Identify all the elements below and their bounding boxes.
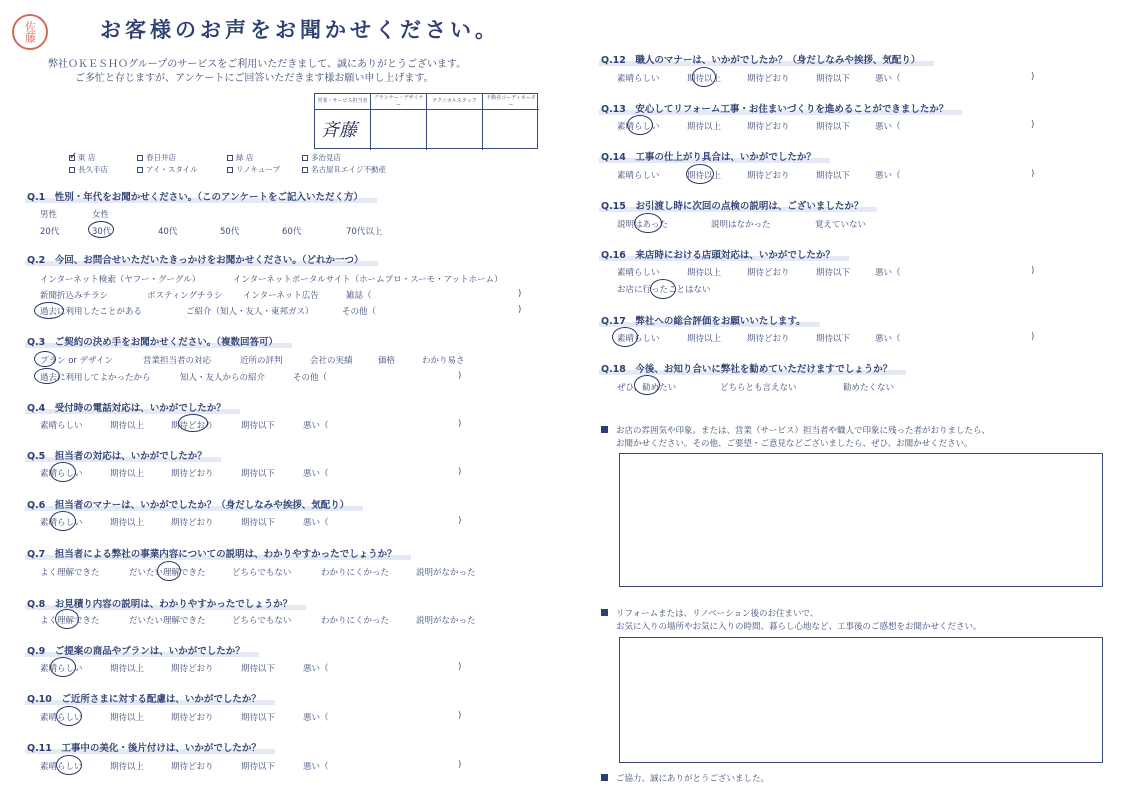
option[interactable]: 期待以下 xyxy=(816,171,851,181)
close-paren: ) xyxy=(518,289,522,299)
checkbox-icon xyxy=(302,167,308,173)
option[interactable]: 期待どおり xyxy=(747,334,790,344)
store-checkbox[interactable]: ✓ 東 店 xyxy=(69,151,96,162)
staff-header-sales: 営業・サービス担当者 xyxy=(315,94,371,110)
answer-circle-mark xyxy=(34,368,60,384)
option[interactable]: 素晴らしい xyxy=(40,713,83,723)
comment-prompt-1: お店の雰囲気や印象。または、営業（サービス）担当者や職人で印象に残った者がおりましたら、 お聞かせください。その他、ご要望・ご意見などございましたら、ぜひ、お聞かせください。 xyxy=(601,425,990,451)
option[interactable]: 勧めたくない xyxy=(843,383,895,393)
option[interactable]: わかりにくかった xyxy=(321,568,390,578)
close-paren: ) xyxy=(1031,332,1035,342)
option[interactable]: だいたい理解できた xyxy=(129,568,206,578)
option[interactable]: 悪い（ xyxy=(303,421,329,431)
option[interactable]: わかりにくかった xyxy=(321,616,390,626)
checkbox-icon: ✓ xyxy=(69,151,78,162)
store-checkbox[interactable]: 名古屋Ｒエイジ不動産 xyxy=(302,164,386,175)
option[interactable]: 期待以上 xyxy=(110,518,145,528)
option[interactable]: よく理解できた xyxy=(40,616,100,626)
answer-circle-mark xyxy=(88,221,114,238)
question-label: Q.10 ご近所さまに対する配慮は、いかがでしたか？ xyxy=(27,691,261,705)
option[interactable]: 説明はなかった xyxy=(711,220,771,230)
option[interactable]: インターネット広告 xyxy=(243,291,319,301)
answer-circle-mark xyxy=(692,67,716,87)
option[interactable]: 期待以下 xyxy=(816,122,851,132)
option[interactable]: 期待以下 xyxy=(241,421,276,431)
comment-box-2[interactable] xyxy=(619,637,1103,763)
question-label: Q.17 弊社への総合評価をお願いいたします。 xyxy=(601,313,806,327)
option[interactable]: 素晴らしい xyxy=(40,762,83,772)
answer-circle-mark xyxy=(56,706,82,726)
option[interactable]: 素晴らしい xyxy=(40,469,83,479)
option[interactable]: その他（ xyxy=(293,373,328,383)
option-60s[interactable]: 60代 xyxy=(282,227,302,237)
intro-line-1: 弊社ＯＫＥＳＨＯグループのサービスをご利用いただきまして、誠にありがとうございます。 xyxy=(48,59,467,70)
option[interactable]: どちらでもない xyxy=(232,568,292,578)
option[interactable]: 期待以下 xyxy=(816,268,851,278)
option[interactable]: 悪い（ xyxy=(303,762,329,772)
question-label: Q.18 今後、お知り合いに弊社を勧めていただけますでしょうか？ xyxy=(601,361,892,375)
option[interactable]: 悪い（ xyxy=(303,664,329,674)
answer-circle-mark xyxy=(50,462,76,482)
answer-circle-mark xyxy=(178,414,208,432)
staff-cell-sales[interactable] xyxy=(315,110,371,150)
checkbox-icon xyxy=(137,155,143,161)
option[interactable]: 悪い（ xyxy=(303,469,329,479)
question-label: Q.6 担当者のマナーは、いかがでしたか？（身だしなみや挨拶、気配り） xyxy=(27,497,349,511)
option[interactable]: よく理解できた xyxy=(40,568,100,578)
close-paren: ) xyxy=(1031,120,1035,130)
question-label: Q.5 担当者の対応は、いかがでしたか？ xyxy=(27,448,207,462)
option[interactable]: 期待どおり xyxy=(171,421,214,431)
question-label: Q.7 担当者による弊社の事業内容についての説明は、わかりやすかったでしょうか？ xyxy=(27,546,397,560)
option[interactable]: 悪い（ xyxy=(875,334,901,344)
answer-circle-mark xyxy=(34,302,64,319)
staff-header-technical: テクニカルスタッフ xyxy=(427,94,483,110)
option[interactable]: 悪い（ xyxy=(875,268,901,278)
close-paren: ) xyxy=(458,711,462,721)
staff-cell-realestate[interactable] xyxy=(483,110,539,150)
option[interactable]: 素晴らしい xyxy=(617,268,660,278)
option[interactable]: 新聞折込みチラシ xyxy=(40,291,109,301)
checkbox-icon xyxy=(227,167,233,173)
option[interactable]: 素晴らしい xyxy=(617,171,660,181)
store-checkbox[interactable]: 緑 店 xyxy=(227,152,253,163)
store-checkbox[interactable]: アイ・スタイル xyxy=(137,164,198,175)
option[interactable]: インターネットポータルサイト（ホームプロ・スーモ・アットホーム） xyxy=(233,275,503,285)
staff-signature: 斉藤 xyxy=(321,120,357,141)
close-paren: ) xyxy=(458,662,462,672)
option-30s[interactable]: 30代 xyxy=(92,227,112,237)
square-bullet-icon xyxy=(601,426,608,433)
option[interactable]: 雑誌（ xyxy=(346,291,372,301)
staff-cell-technical[interactable] xyxy=(427,110,483,150)
staff-header-realestate: 不動産コーディネーター xyxy=(483,94,539,110)
answer-circle-mark xyxy=(627,115,653,135)
close-paren: ) xyxy=(458,516,462,526)
comment-box-1[interactable] xyxy=(619,453,1103,587)
option[interactable]: 悪い（ xyxy=(303,518,329,528)
option[interactable]: お店に行ったことはない xyxy=(617,285,711,295)
staff-table xyxy=(314,93,538,149)
option[interactable]: 覚えていない xyxy=(815,220,867,230)
option[interactable]: 悪い（ xyxy=(875,122,901,132)
close-paren: ) xyxy=(458,371,462,381)
option[interactable]: 期待どおり xyxy=(171,664,214,674)
answer-circle-mark xyxy=(634,213,662,233)
answer-circle-mark xyxy=(50,511,76,531)
option[interactable]: 期待どおり xyxy=(171,518,214,528)
option[interactable]: 営業担当者の対応 xyxy=(143,356,212,366)
answer-circle-mark xyxy=(634,375,660,395)
square-bullet-icon xyxy=(601,774,608,781)
checkbox-icon xyxy=(137,167,143,173)
option[interactable]: 素晴らしい xyxy=(40,421,83,431)
store-checkbox[interactable]: 長久手店 xyxy=(69,164,108,175)
option-female[interactable]: 女性 xyxy=(92,210,110,220)
answer-circle-mark xyxy=(56,755,82,775)
close-paren: ) xyxy=(1031,72,1035,82)
option[interactable]: 過去に利用したことがある xyxy=(40,307,143,317)
option[interactable]: 期待以下 xyxy=(816,334,851,344)
question-label: Q.13 安心してリフォーム工事・お住まいづくりを進めることができましたか？ xyxy=(601,101,948,115)
option[interactable]: 期待以上 xyxy=(687,171,722,181)
question-label: Q.1 性別・年代をお聞かせください。（このアンケートをご記入いただく方） xyxy=(27,189,363,203)
checkbox-icon xyxy=(302,155,308,161)
option[interactable]: 価格 xyxy=(378,356,396,366)
option[interactable]: 期待以上 xyxy=(687,74,722,84)
option[interactable]: 期待以上 xyxy=(110,469,145,479)
option[interactable]: 期待以下 xyxy=(241,469,276,479)
answer-circle-mark xyxy=(612,327,638,347)
question-label: Q.14 工事の仕上がり具合は、いかがでしたか？ xyxy=(601,149,816,163)
option-male[interactable]: 男性 xyxy=(40,210,58,220)
option[interactable]: 期待以下 xyxy=(241,762,276,772)
option[interactable]: 知人・友人からの紹介 xyxy=(180,373,266,383)
option[interactable]: どちらでもない xyxy=(232,616,292,626)
question-label: Q.4 受付時の電話対応は、いかがでしたか？ xyxy=(27,400,226,414)
close-paren: ) xyxy=(458,467,462,477)
option[interactable]: 期待以上 xyxy=(110,664,145,674)
option[interactable]: 期待どおり xyxy=(747,122,790,132)
answer-circle-mark xyxy=(34,351,56,367)
option[interactable]: 期待どおり xyxy=(171,713,214,723)
option[interactable]: ぜひ、勧めたい xyxy=(617,383,677,393)
close-paren: ) xyxy=(1031,169,1035,179)
question-label: Q.16 来店時における店頭対応は、いかがでしたか？ xyxy=(601,247,835,261)
option[interactable]: 悪い（ xyxy=(875,171,901,181)
close-paren: ) xyxy=(458,760,462,770)
name-seal-stamp: 佐藤 xyxy=(12,14,48,50)
option[interactable]: 期待以下 xyxy=(241,664,276,674)
option[interactable]: その他（ xyxy=(342,307,377,317)
option[interactable]: 期待以上 xyxy=(687,334,722,344)
option[interactable]: インターネット検索（ヤフー・グーグル） xyxy=(40,275,201,285)
option[interactable]: 期待以下 xyxy=(816,74,851,84)
page-title: お客様のお声をお聞かせください。 xyxy=(100,18,500,42)
question-label: Q.9 ご提案の商品やプランは、いかがでしたか？ xyxy=(27,643,245,657)
question-label: Q.11 工事中の美化・後片付けは、いかがでしたか？ xyxy=(27,740,261,754)
option[interactable]: 期待どおり xyxy=(171,762,214,772)
option[interactable]: ご紹介（知人・友人・東邦ガス） xyxy=(186,307,314,317)
store-checkbox[interactable]: 春日井店 xyxy=(137,152,176,163)
option[interactable]: 素晴らしい xyxy=(40,664,83,674)
option[interactable]: だいたい理解できた xyxy=(129,616,206,626)
option-20s[interactable]: 20代 xyxy=(40,227,60,237)
option[interactable]: 悪い（ xyxy=(875,74,901,84)
staff-header-planner: プランナー・デザイナー xyxy=(371,94,427,110)
option[interactable]: 悪い（ xyxy=(303,713,329,723)
option[interactable]: 説明がなかった xyxy=(416,616,476,626)
option-70s-plus[interactable]: 70代以上 xyxy=(346,227,383,237)
option[interactable]: 素晴らしい xyxy=(617,122,660,132)
option[interactable]: 期待以上 xyxy=(687,268,722,278)
option[interactable]: わかり易さ xyxy=(422,356,465,366)
question-label: Q.8 お見積り内容の説明は、わかりやすかったでしょうか？ xyxy=(27,596,292,610)
option[interactable]: 説明がなかった xyxy=(416,568,476,578)
staff-cell-planner[interactable] xyxy=(371,110,427,150)
option[interactable]: 期待以上 xyxy=(687,122,722,132)
intro-line-2: ご多忙と存じますが、アンケートにご回答いただきます様お願い申し上げます。 xyxy=(75,73,434,84)
close-paren: ) xyxy=(458,419,462,429)
option[interactable]: 素晴らしい xyxy=(617,334,660,344)
store-checkbox[interactable]: 多治見店 xyxy=(302,152,341,163)
checkbox-icon xyxy=(227,155,233,161)
option[interactable]: 期待どおり xyxy=(747,74,790,84)
option[interactable]: 期待どおり xyxy=(747,268,790,278)
comment-prompt-2: リフォームまたは、リノベーション後のお住まいで、 お気に入りの場所やお気に入りの時間、暮らし心地など、工事後のご感想をお聞かせください。 xyxy=(601,608,982,634)
option[interactable]: 期待どおり xyxy=(747,171,790,181)
option[interactable]: プラン or デザイン xyxy=(40,356,114,366)
option[interactable]: 期待以上 xyxy=(110,762,145,772)
answer-circle-mark xyxy=(157,561,181,581)
option[interactable]: 期待以上 xyxy=(110,713,145,723)
close-paren: ) xyxy=(518,305,522,315)
option[interactable]: 期待以下 xyxy=(241,713,276,723)
option[interactable]: 素晴らしい xyxy=(617,74,660,84)
store-checkbox[interactable]: リノキューブ xyxy=(227,164,280,175)
checkbox-icon xyxy=(69,167,75,173)
option[interactable]: 説明はあった xyxy=(617,220,668,230)
square-bullet-icon xyxy=(601,609,608,616)
option[interactable]: 期待以下 xyxy=(241,518,276,528)
option[interactable]: どちらとも言えない xyxy=(720,383,797,393)
option-40s[interactable]: 40代 xyxy=(158,227,178,237)
thank-you-note: ご協力、誠にありがとうございました。 xyxy=(601,772,769,784)
option[interactable]: 素晴らしい xyxy=(40,518,83,528)
option[interactable]: 会社の実績 xyxy=(310,356,353,366)
answer-circle-mark xyxy=(55,609,79,629)
answer-circle-mark xyxy=(50,657,76,677)
answer-circle-mark xyxy=(650,279,676,299)
question-label: Q.2 今回、お問合せいただいたきっかけをお聞かせください。（どれか一つ） xyxy=(27,252,364,266)
close-paren: ) xyxy=(1031,266,1035,276)
question-label: Q.3 ご契約の決め手をお聞かせください。（複数回答可） xyxy=(27,334,278,348)
option[interactable]: 期待以上 xyxy=(110,421,145,431)
option[interactable]: 過去に利用してよかったから xyxy=(40,373,151,383)
option[interactable]: 期待どおり xyxy=(171,469,214,479)
option[interactable]: ポスティングチラシ xyxy=(147,291,223,301)
option-50s[interactable]: 50代 xyxy=(220,227,240,237)
answer-circle-mark xyxy=(686,164,714,184)
question-label: Q.15 お引渡し時に次回の点検の説明は、ございましたか？ xyxy=(601,198,863,212)
question-label: Q.12 職人のマナーは、いかがでしたか？（身だしなみや挨拶、気配り） xyxy=(601,52,920,66)
option[interactable]: 近所の評判 xyxy=(240,356,283,366)
